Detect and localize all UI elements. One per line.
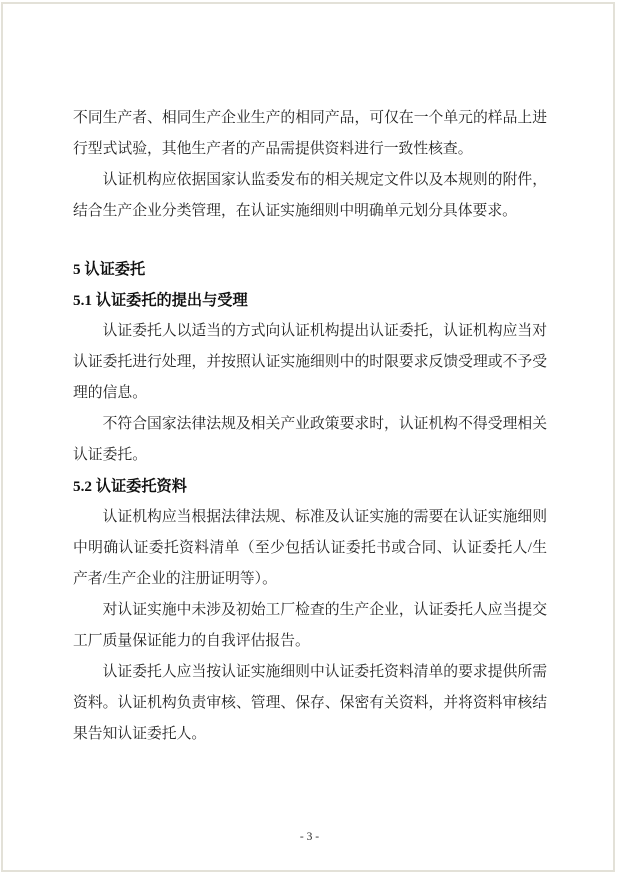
page-number: - 3 - (299, 831, 320, 843)
para-entrustment-submission: 认证委托人以适当的方式向认证机构提出认证委托，认证机构应当对认证委托进行处理，并按照认证实施细则中的时限要求反馈受理或不予受理的信息。 (73, 323, 547, 401)
para-type-test-continuation: 不同生产者、相同生产企业生产的相同产品，可仅在一个单元的样品上进行型式试验，其他生产者的产品需提供资料进行一致性核查。 (73, 110, 547, 157)
para-unit-division-requirements: 认证机构应依据国家认监委发布的相关规定文件以及本规则的附件，结合生产企业分类管理，在认证实施细则中明确单元划分具体要求。 (73, 172, 547, 219)
para-self-assessment-report: 对认证实施中未涉及初始工厂检查的生产企业，认证委托人应当提交工厂质量保证能力的自我评估报告。 (73, 602, 547, 649)
heading-section-5: 5 认证委托 (73, 261, 146, 278)
page-footer (0, 829, 619, 845)
para-entrustment-rejection: 不符合国家法律法规及相关产业政策要求时，认证机构不得受理相关认证委托。 (73, 416, 547, 463)
heading-section-5-1: 5.1 认证委托的提出与受理 (73, 292, 248, 309)
heading-section-5-2: 5.2 认证委托资料 (73, 478, 187, 495)
document-content (73, 103, 547, 750)
para-material-provision-review: 认证委托人应当按认证实施细则中认证委托资料清单的要求提供所需资料。认证机构负责审核、管理、保存、保密有关资料，并将资料审核结果告知认证委托人。 (73, 664, 547, 742)
para-material-list: 认证机构应当根据法律法规、标准及认证实施的需要在认证实施细则中明确认证委托资料清单（至少包括认证委托书或合同、认证委托人/生产者/生产企业的注册证明等）。 (73, 509, 547, 587)
